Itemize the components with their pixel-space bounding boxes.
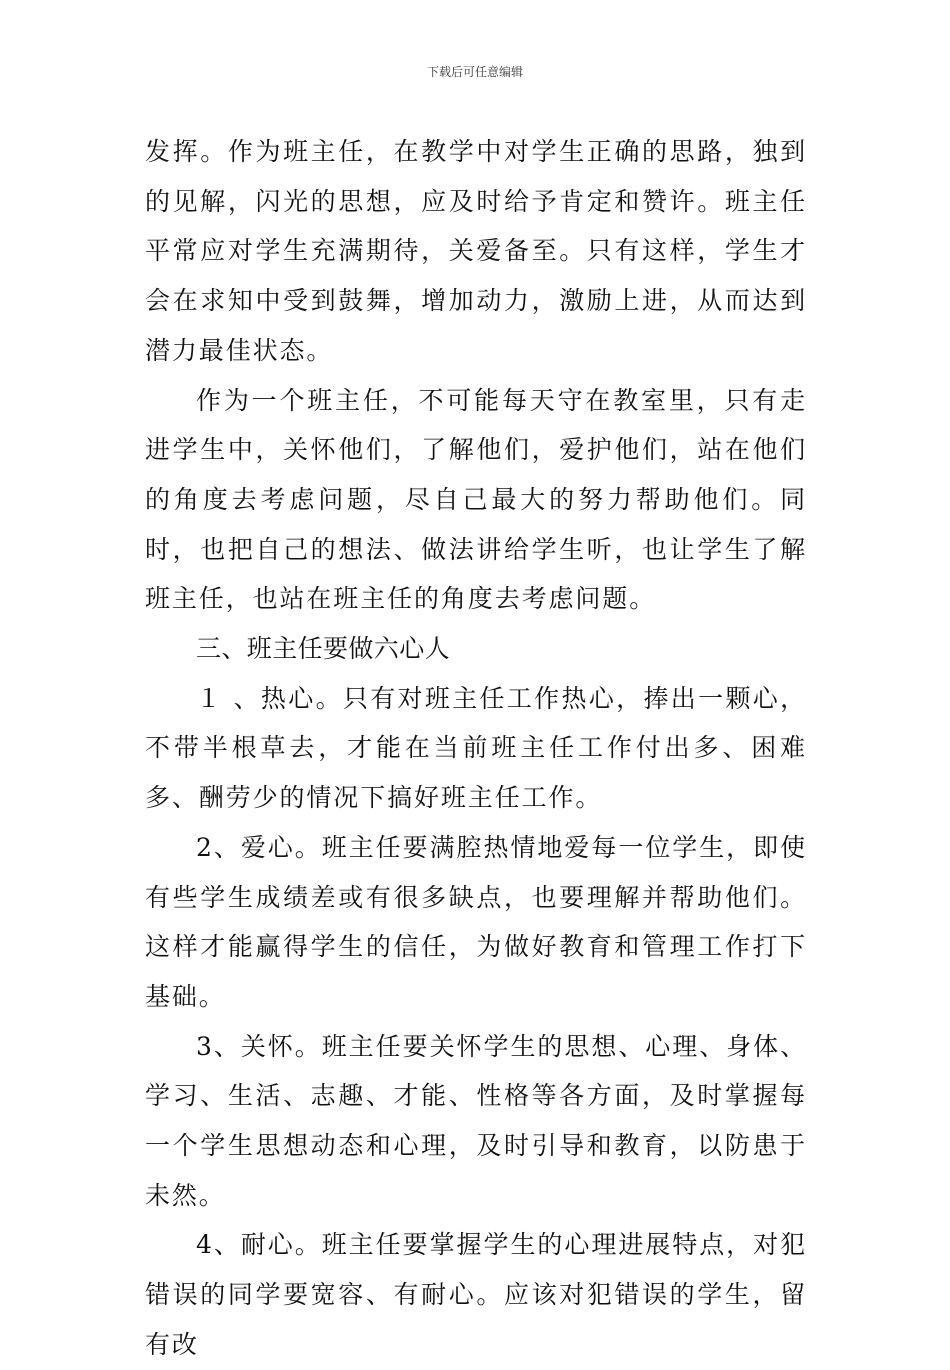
paragraph-love: 2、爱心。班主任要满腔热情地爱每一位学生，即使有些学生成绩差或有很多缺点，也要理解并帮助他们。这样才能赢得学生的信任，为做好教育和管理工作打下基础。: [145, 832, 807, 1011]
paragraph-enthusiasm: １ 、热心。只有对班主任工作热心，捧出一颗心，不带半根草去，才能在当前班主任工作付出多、困难多、酬劳少的情况下搞好班主任工作。: [145, 683, 807, 813]
document-body: [145, 127, 807, 1370]
paragraph-continuation: 发挥。作为班主任，在教学中对学生正确的思路，独到的见解，闪光的思想，应及时给予肯定和赞许。班主任平常应对学生充满期待，关爱备至。只有这样，学生才会在求知中受到鼓舞，增加动力，激励上进，从而达到潜力最佳状态。: [145, 137, 807, 365]
paragraph-care: 3、关怀。班主任要关怀学生的思想、心理、身体、学习、生活、志趣、才能、性格等各方面，及时掌握每一个学生思想动态和心理，及时引导和教育，以防患于未然。: [145, 1031, 807, 1210]
paragraph-patience: 4、耐心。班主任要掌握学生的心理进展特点，对犯错误的同学要宽容、有耐心。应该对犯错误的学生，留有改: [145, 1230, 807, 1359]
paragraph-teacher-role: 作为一个班主任，不可能每天守在教室里，只有走进学生中，关怀他们，了解他们，爱护他们，站在他们的角度去考虑问题，尽自己最大的努力帮助他们。同时，也把自己的想法、做法讲给学生听，也让学生了解班主任，也站在班主任的角度去考虑问题。: [145, 385, 807, 614]
page-header: 下载后可任意编辑: [426, 65, 523, 79]
section-heading: 三、班主任要做六心人: [196, 634, 451, 664]
